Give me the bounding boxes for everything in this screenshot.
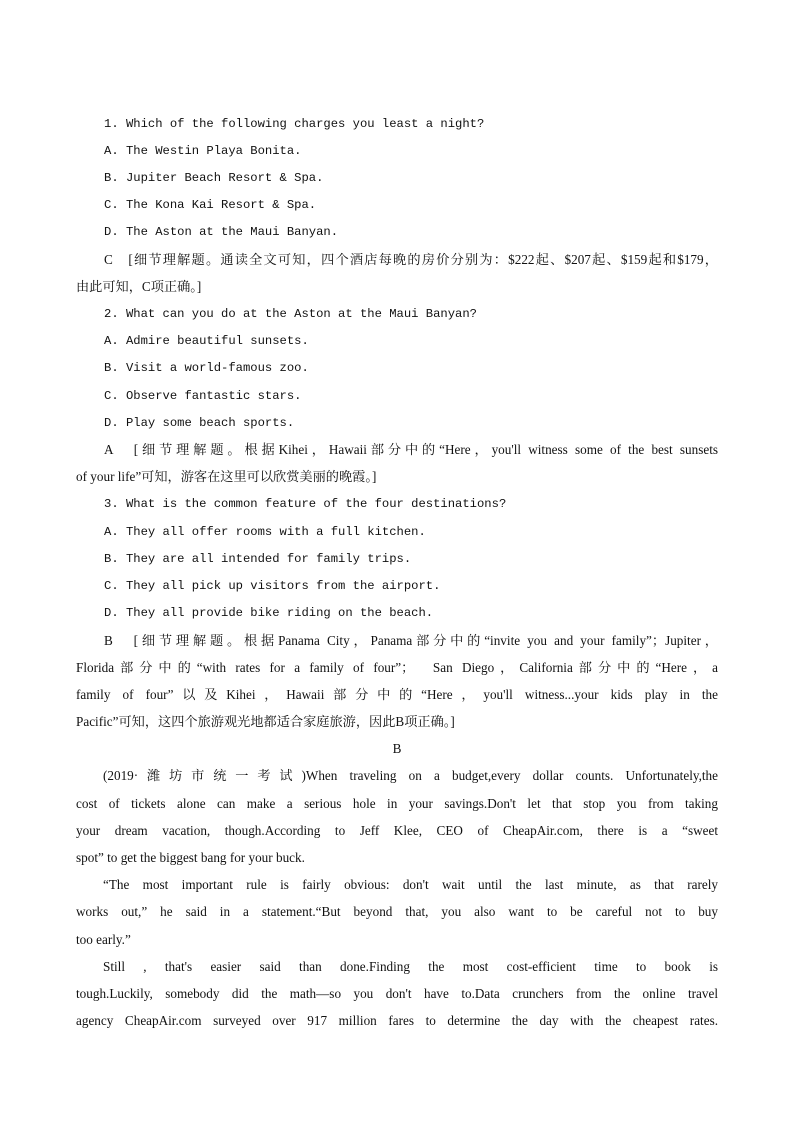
question-2-option-d: D. Play some beach sports. bbox=[104, 416, 295, 430]
question-1-option-d: D. The Aston at the Maui Banyan. bbox=[104, 225, 339, 239]
passage-line: tough.Luckily, somebody did the math—so you don't have to.Data crunchers from the online travel bbox=[76, 986, 718, 1001]
question-2-stem: 2. What can you do at the Aston at the Maui Banyan? bbox=[104, 307, 477, 321]
passage-line: your dream vacation, though.According to Jeff Klee, CEO of CheapAir.com, there is a “sweet bbox=[76, 823, 718, 838]
question-1-explanation-line-1: C [细节理解题。通读全文可知，四个酒店每晚的房价分别为：$222起、$207起、$159起和$179， bbox=[104, 252, 718, 267]
passage-line: spot” to get the biggest bang for your buck. bbox=[76, 850, 305, 865]
question-2-option-a: A. Admire beautiful sunsets. bbox=[104, 334, 309, 348]
passage-line: works out,” he said in a statement.“But beyond that, you also want to be careful not to buy bbox=[76, 904, 718, 919]
question-3-explanation-line-3: family of four”以及Kihei，Hawaii部分中的“Here，you'll witness...your kids play in the bbox=[76, 687, 718, 702]
question-1-option-c: C. The Kona Kai Resort & Spa. bbox=[104, 198, 317, 212]
question-3-explanation-line-4: Pacific”可知，这四个旅游观光地都适合家庭旅游，因此B项正确。] bbox=[76, 714, 455, 729]
question-3-option-c: C. They all pick up visitors from the airport. bbox=[104, 579, 441, 593]
section-label: B bbox=[392, 741, 402, 756]
question-1-option-a: A. The Westin Playa Bonita. bbox=[104, 144, 302, 158]
question-2-explanation-line-1: A [细节理解题。根据Kihei，Hawaii部分中的“Here，you'll witness some of the best sunsets bbox=[104, 442, 718, 457]
question-3-option-a: A. They all offer rooms with a full kitchen. bbox=[104, 525, 426, 539]
passage-line: Still , that's easier said than done.Finding the most cost-efficient time to book is bbox=[103, 959, 718, 974]
question-1-option-b: B. Jupiter Beach Resort & Spa. bbox=[104, 171, 324, 185]
question-3-stem: 3. What is the common feature of the four destinations? bbox=[104, 497, 507, 511]
question-1-stem: 1. Which of the following charges you least a night? bbox=[104, 117, 485, 131]
question-2-option-b: B. Visit a world-famous zoo. bbox=[104, 361, 309, 375]
passage-line: (2019·潍坊市统一考试)When traveling on a budget,every dollar counts. Unfortunately,the bbox=[103, 768, 718, 783]
question-3-explanation-line-2: Florida部分中的“with rates for a family of four”； San Diego，California部分中的“Here，a bbox=[76, 660, 718, 675]
passage-line: cost of tickets alone can make a serious hole in your savings.Don't let that stop you from taking bbox=[76, 796, 718, 811]
question-3-explanation-line-1: B [细节理解题。根据Panama City，Panama部分中的“invite you and your family”；Jupiter， bbox=[104, 633, 718, 648]
question-3-option-b: B. They are all intended for family trips. bbox=[104, 552, 412, 566]
question-3-option-d: D. They all provide bike riding on the beach. bbox=[104, 606, 434, 620]
question-2-explanation-line-2: of your life”可知，游客在这里可以欣赏美丽的晚霞。] bbox=[76, 469, 377, 484]
question-1-explanation-line-2: 由此可知，C项正确。] bbox=[76, 279, 202, 294]
passage-line: agency CheapAir.com surveyed over 917 million fares to determine the day with the cheapest rates. bbox=[76, 1013, 718, 1028]
question-2-option-c: C. Observe fantastic stars. bbox=[104, 389, 302, 403]
passage-line: too early.” bbox=[76, 932, 131, 947]
passage-line: “The most important rule is fairly obvious: don't wait until the last minute, as that rarely bbox=[103, 877, 718, 892]
